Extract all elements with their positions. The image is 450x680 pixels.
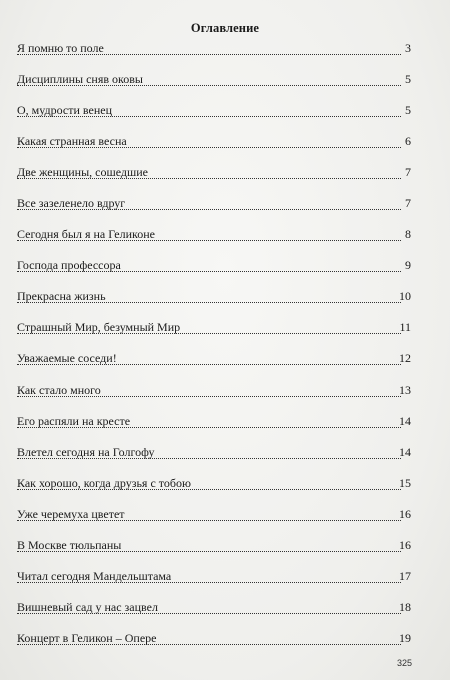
toc-entry-page: 18 — [399, 599, 411, 614]
toc-entry[interactable] — [17, 503, 411, 534]
toc-entry-page: 5 — [405, 103, 411, 118]
toc-entry[interactable] — [17, 192, 411, 223]
toc-entry[interactable] — [17, 130, 411, 161]
toc-entry-page: 17 — [399, 568, 411, 583]
toc-entry-title: Две женщины, сошедшие — [17, 165, 148, 180]
toc-entry[interactable] — [17, 161, 411, 192]
toc-entry-page: 14 — [399, 413, 411, 428]
toc-entry-page: 3 — [405, 41, 411, 55]
toc-entry-title: Страшный Мир, безумный Мир — [17, 320, 181, 335]
toc-entry[interactable] — [17, 379, 411, 410]
toc-entry-page: 13 — [399, 382, 411, 397]
toc-entry-title: Его распяли на кресте — [17, 413, 131, 428]
toc-entry-page: 7 — [405, 165, 411, 180]
toc-entry[interactable] — [17, 223, 411, 254]
toc-entry[interactable] — [17, 596, 411, 627]
toc-entry-title: Какая странная весна — [17, 134, 127, 149]
table-of-contents — [17, 37, 411, 658]
toc-entry[interactable] — [17, 565, 411, 596]
toc-entry-page: 9 — [405, 258, 411, 273]
toc-entry-title: Влетел сегодня на Голгофу — [17, 444, 155, 459]
toc-entry[interactable] — [17, 68, 411, 99]
toc-entry-title: Господа профессора — [17, 258, 121, 273]
toc-entry-page: 11 — [399, 320, 411, 335]
toc-entry-title: Концерт в Геликон – Опере — [17, 630, 157, 645]
toc-entry-title: Я помню то поле — [17, 41, 104, 55]
toc-entry-page: 14 — [399, 444, 411, 459]
toc-entry-page: 16 — [399, 506, 411, 521]
toc-entry[interactable] — [17, 534, 411, 565]
toc-entry-title: Как стало много — [17, 382, 101, 397]
toc-entry-title: Как хорошо, когда друзья с тобою — [17, 475, 191, 490]
toc-entry-page: 6 — [405, 134, 411, 149]
toc-entry[interactable] — [17, 99, 411, 130]
toc-entry-page: 12 — [399, 351, 411, 366]
toc-entry-title: Прекрасна жизнь — [17, 289, 106, 304]
toc-entry[interactable] — [17, 285, 411, 316]
toc-entry[interactable] — [17, 441, 411, 472]
toc-entry-page: 8 — [405, 227, 411, 242]
toc-entry-title: Сегодня был я на Геликоне — [17, 227, 155, 242]
toc-entry-title: Уже черемуха цветет — [17, 506, 125, 521]
toc-entry-page: 16 — [399, 537, 411, 552]
toc-entry-title: О, мудрости венец — [17, 103, 112, 118]
toc-entry-title: Уважаемые соседи! — [17, 351, 117, 366]
toc-entry-page: 10 — [399, 289, 411, 304]
toc-title: Оглавление — [190, 21, 260, 35]
toc-entry-page: 7 — [405, 196, 411, 211]
toc-entry[interactable] — [17, 37, 411, 68]
page-number: 325 — [396, 658, 412, 668]
toc-entry[interactable] — [17, 316, 411, 347]
toc-entry[interactable] — [17, 347, 411, 378]
toc-entry-title: В Москве тюльпаны — [17, 537, 122, 552]
toc-entry-title: Все зазеленело вдруг — [17, 196, 126, 211]
toc-entry[interactable] — [17, 627, 411, 658]
toc-entry-title: Вишневый сад у нас зацвел — [17, 599, 158, 614]
toc-entry[interactable] — [17, 472, 411, 503]
toc-entry-title: Дисциплины сняв оковы — [17, 72, 143, 87]
toc-entry-page: 15 — [399, 475, 411, 490]
toc-entry-page: 5 — [405, 72, 411, 87]
toc-entry[interactable] — [17, 254, 411, 285]
toc-entry-page: 19 — [399, 630, 411, 645]
toc-entry-title: Читал сегодня Мандельштама — [17, 568, 172, 583]
toc-entry[interactable] — [17, 410, 411, 441]
